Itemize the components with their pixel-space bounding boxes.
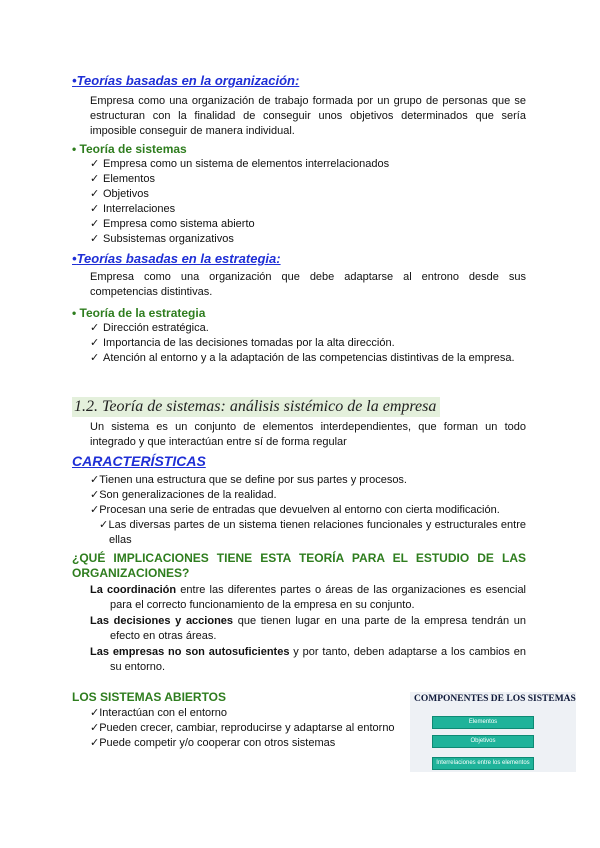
diagram-box-elementos: Elementos xyxy=(432,716,534,729)
heading-bullet: • xyxy=(72,73,77,88)
check-icon: ✓ xyxy=(90,337,100,349)
strategy-theory-list xyxy=(90,321,515,366)
strategy-theories-heading: •Teorías basadas en la estrategia: xyxy=(72,251,281,266)
strategy-theories-description: Empresa como una organización que debe adaptarse al entrono desde sus competencias distintivas. xyxy=(90,271,526,298)
strategy-theory-heading: • Teoría de la estrategia xyxy=(72,306,206,320)
org-theories-description: Empresa como una organización de trabajo formada por un grupo de personas que se estructuran con la finalidad de conseguir unos objetivos determinados que sería imposible conseguir de manera individual. xyxy=(90,95,526,137)
list-item: ✓Puede competir y/o cooperar con otros sistemas xyxy=(90,737,336,749)
section-title: 1.2. Teoría de sistemas: análisis sistémico de la empresa xyxy=(72,397,440,417)
implication-item: Las empresas no son autosuficientes y por tanto, deben adaptarse a los cambios en su entorno. xyxy=(90,646,526,673)
check-icon: ✓ xyxy=(90,707,100,719)
list-item: ✓ Dirección estratégica. xyxy=(90,322,209,334)
list-item: ✓ Atención al entorno y a la adaptación de las competencias distintivas de la empresa. xyxy=(90,352,515,364)
list-item: ✓Pueden crecer, cambiar, reproducirse y adaptarse al entorno xyxy=(90,722,395,734)
characteristics-heading: CARACTERÍSTICAS xyxy=(72,453,206,469)
check-icon: ✓ xyxy=(90,188,100,200)
diagram-box-objetivos: Objetivos xyxy=(432,735,534,748)
list-item: ✓ Empresa como sistema abierto xyxy=(90,218,255,230)
check-icon: ✓ xyxy=(99,519,109,531)
implications-question: ¿QUÉ IMPLICACIONES TIENE ESTA TEORÍA PARA EL ESTUDIO DE LAS ORGANIZACIONES? xyxy=(72,551,526,580)
list-item: ✓ Elementos xyxy=(90,173,155,185)
diagram-title: COMPONENTES DE LOS SISTEMAS xyxy=(414,694,576,704)
check-icon: ✓ xyxy=(90,352,100,364)
open-systems-list xyxy=(90,706,395,751)
list-item: ✓Procesan una serie de entradas que devuelven al entorno con cierta modificación. xyxy=(90,504,500,516)
systems-theory-heading: • Teoría de sistemas xyxy=(72,142,187,156)
check-icon: ✓ xyxy=(90,218,100,230)
org-theories-heading: •Teorías basadas en la organización: xyxy=(72,73,300,88)
list-item: ✓ Empresa como un sistema de elementos interrelacionados xyxy=(90,158,390,170)
list-item: ✓ Objetivos xyxy=(90,188,149,200)
heading-bullet: • xyxy=(72,306,77,320)
implication-item: La coordinación entre las diferentes partes o áreas de las organizaciones es esencial para el correcto funcionamiento de la empresa en su conjunto. xyxy=(90,584,526,611)
check-icon: ✓ xyxy=(90,203,100,215)
check-icon: ✓ xyxy=(90,322,100,334)
characteristics-list xyxy=(90,473,526,548)
check-icon: ✓ xyxy=(90,722,100,734)
open-systems-heading: LOS SISTEMAS ABIERTOS xyxy=(72,690,227,704)
list-item: ✓ Importancia de las decisiones tomadas por la alta dirección. xyxy=(90,337,395,349)
heading-bullet: • xyxy=(72,142,77,156)
list-item: ✓Son generalizaciones de la realidad. xyxy=(90,489,277,501)
check-icon: ✓ xyxy=(90,504,100,516)
check-icon: ✓ xyxy=(90,173,100,185)
implications-list xyxy=(90,583,526,675)
list-item: ✓ Interrelaciones xyxy=(90,203,176,215)
section-intro: Un sistema es un conjunto de elementos interdependientes, que forman un todo integrado y que interactúan entre sí de forma regular xyxy=(90,421,526,448)
list-item: ✓Interactúan con el entorno xyxy=(90,707,228,719)
check-icon: ✓ xyxy=(90,233,100,245)
list-item: ✓Las diversas partes de un sistema tienen relaciones funcionales y estructurales entre ellas xyxy=(99,519,527,546)
implication-item: Las decisiones y acciones que tienen lugar en una parte de la empresa tendrán un efecto en otras áreas. xyxy=(90,615,526,642)
diagram-box-interrelaciones: Interrelaciones entre los elementos xyxy=(432,757,534,770)
heading-bullet: • xyxy=(72,251,77,266)
systems-components-diagram xyxy=(410,692,576,772)
systems-theory-list xyxy=(90,157,389,247)
list-item: ✓ Subsistemas organizativos xyxy=(90,233,234,245)
check-icon: ✓ xyxy=(90,489,100,501)
check-icon: ✓ xyxy=(90,474,100,486)
check-icon: ✓ xyxy=(90,158,100,170)
check-icon: ✓ xyxy=(90,737,100,749)
list-item: ✓Tienen una estructura que se define por sus partes y procesos. xyxy=(90,474,407,486)
section-title-wrapper xyxy=(72,398,440,416)
